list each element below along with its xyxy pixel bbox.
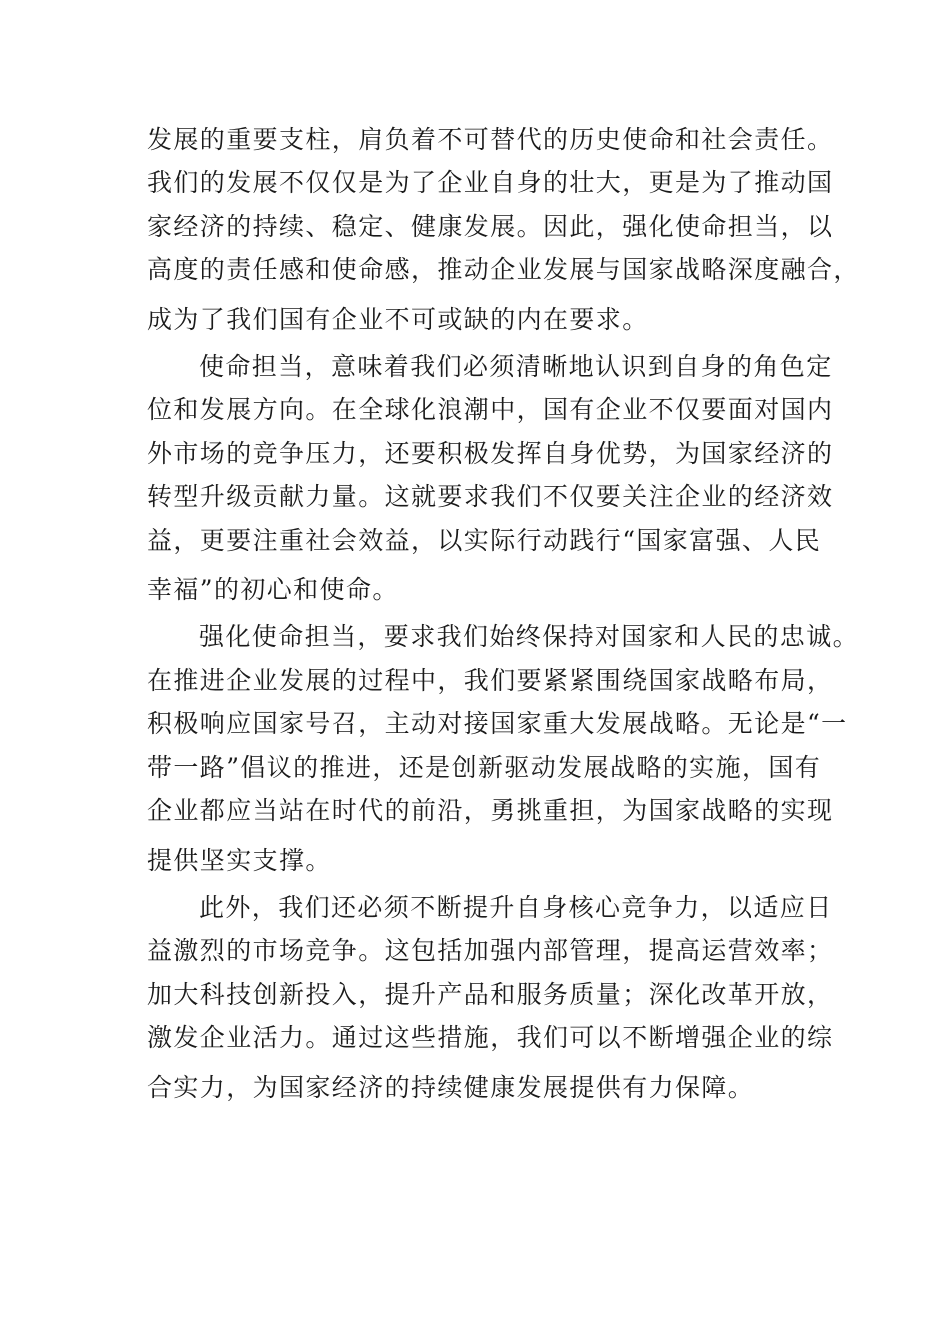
body-text: [147, 118, 860, 1109]
text-line: 合实力，为国家经济的持续健康发展提供有力保障。: [147, 1072, 755, 1102]
text-line: 转型升级贡献力量。这就要求我们不仅要关注企业的经济效: [147, 482, 834, 512]
text-line: 位和发展方向。在全球化浪潮中，国有企业不仅要面对国内: [147, 395, 834, 425]
text-line: 提供坚实支撑。: [147, 845, 332, 875]
text-line: 加大科技创新投入，提升产品和服务质量；深化改革开放，: [147, 979, 834, 1009]
text-line: 发展的重要支柱，肩负着不可替代的历史使命和社会责任。: [147, 125, 834, 154]
paragraph-4: [147, 886, 834, 1109]
text-line: 家经济的持续、稳定、健康发展。因此，强化使命担当，以: [147, 211, 834, 241]
text-line: 在推进企业发展的过程中，我们要紧紧围绕国家战略布局，: [147, 665, 834, 695]
text-line: 企业都应当站在时代的前沿，勇挑重担，为国家战略的实现: [147, 796, 834, 826]
text-line: 使命担当，意味着我们必须清晰地认识到自身的角色定: [199, 352, 833, 382]
text-line: 高度的责任感和使命感，推动企业发展与国家战略深度融合，: [147, 255, 860, 285]
text-line: 成为了我们国有企业不可或缺的内在要求。: [147, 304, 649, 334]
text-line: 幸福”的初心和使命。: [147, 575, 399, 605]
text-line: 强化使命担当，要求我们始终保持对国家和人民的忠诚。: [199, 622, 860, 652]
text-line: 益激烈的市场竞争。这包括加强内部管理，提高运营效率；: [147, 936, 834, 966]
paragraph-2: [147, 345, 834, 611]
text-line: 此外，我们还必须不断提升自身核心竞争力，以适应日: [199, 892, 833, 922]
paragraph-3: [147, 615, 860, 881]
text-line: 激发企业活力。通过这些措施，我们可以不断增强企业的综: [147, 1023, 834, 1053]
text-line: 积极响应国家号召，主动对接国家重大发展战略。无论是“一: [147, 709, 848, 739]
text-line: 我们的发展不仅仅是为了企业自身的壮大，更是为了推动国: [147, 168, 834, 198]
paragraph-1: [147, 118, 860, 341]
text-line: 益，更要注重社会效益，以实际行动践行“国家富强、人民: [147, 525, 822, 555]
text-line: 带一路”倡议的推进，还是创新驱动发展战略的实施，国有: [147, 752, 822, 782]
text-line: 外市场的竞争压力，还要积极发挥自身优势，为国家经济的: [147, 438, 834, 468]
